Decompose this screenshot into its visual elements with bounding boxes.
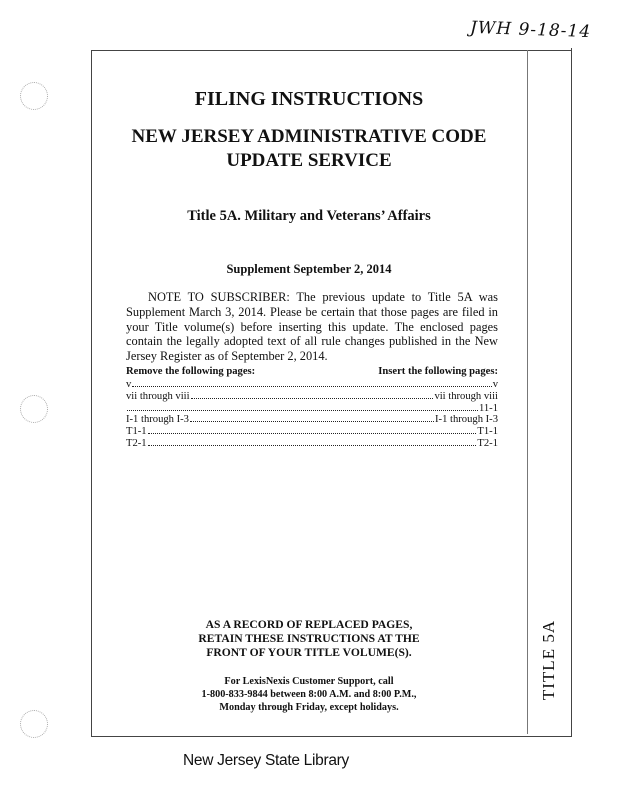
leader-dots: [148, 433, 477, 434]
punch-hole-middle: [20, 395, 48, 423]
leader-dots: [127, 410, 478, 411]
table-row: [126, 426, 498, 438]
remove-header: Remove the following pages:: [126, 366, 256, 377]
remove-cell: T1-1: [126, 426, 147, 438]
insert-header: Insert the following pages:: [378, 366, 498, 377]
subtitle-line-2: UPDATE SERVICE: [226, 150, 392, 171]
table-row: [126, 391, 498, 403]
table-row: [126, 438, 498, 450]
page-edge: [571, 48, 572, 736]
insert-cell: v: [492, 379, 498, 390]
subscriber-note: NOTE TO SUBSCRIBER: The previous update to Title 5A was Supplement March 3, 2014. Please be certain that those pages are filed in your Title volume(s) before inserting this update. The enclosed pages contain the legally adopted text of all rule changes published in the New Jersey Register as of September 2, 2014.: [126, 290, 498, 364]
tab-divider: [527, 50, 528, 734]
support-line-2: 1-800-833-9844 between 8:00 A.M. and 8:00 P.M.,: [201, 689, 417, 700]
insert-cell: T2-1: [477, 437, 498, 449]
punch-hole-top: [20, 82, 48, 110]
support-line-1: For LexisNexis Customer Support, call: [224, 676, 394, 687]
punch-hole-bottom: [20, 710, 48, 738]
record-line-3: FRONT OF YOUR TITLE VOLUME(S).: [206, 646, 412, 659]
leader-dots: [148, 445, 477, 446]
subtitle-line-1: NEW JERSEY ADMINISTRATIVE CODE: [131, 126, 487, 147]
support-line-3: Monday through Friday, except holidays.: [219, 702, 399, 713]
record-line-1: AS A RECORD OF REPLACED PAGES,: [205, 618, 413, 631]
table-row: [126, 414, 498, 426]
record-line-2: RETAIN THESE INSTRUCTIONS AT THE: [198, 632, 420, 645]
insert-cell: T1-1: [477, 426, 498, 438]
title-tab-label: TITLE 5A: [539, 619, 559, 701]
table-row: [126, 379, 498, 391]
leader-dots: [132, 386, 491, 387]
leader-dots: [191, 398, 434, 399]
filing-table-header: [126, 366, 498, 377]
library-stamp: New Jersey State Library: [183, 752, 349, 769]
page-title: FILING INSTRUCTIONS: [194, 88, 424, 110]
title-tab: [530, 615, 568, 705]
remove-cell: vii through viii: [126, 390, 190, 402]
title-section: Title 5A. Military and Veterans’ Affairs: [187, 208, 431, 224]
filing-table: [126, 366, 498, 450]
table-row: [126, 403, 498, 415]
insert-cell: I-1 through I-3: [435, 414, 498, 426]
leader-dots: [190, 421, 434, 422]
insert-cell: vii through viii: [434, 390, 498, 402]
insert-cell: 11-1: [478, 402, 498, 414]
remove-cell: T2-1: [126, 437, 147, 449]
supplement-date: Supplement September 2, 2014: [226, 262, 392, 276]
handwritten-note: JWH 9-18-14: [469, 17, 592, 43]
remove-cell: v: [126, 379, 132, 390]
remove-cell: I-1 through I-3: [126, 414, 189, 426]
